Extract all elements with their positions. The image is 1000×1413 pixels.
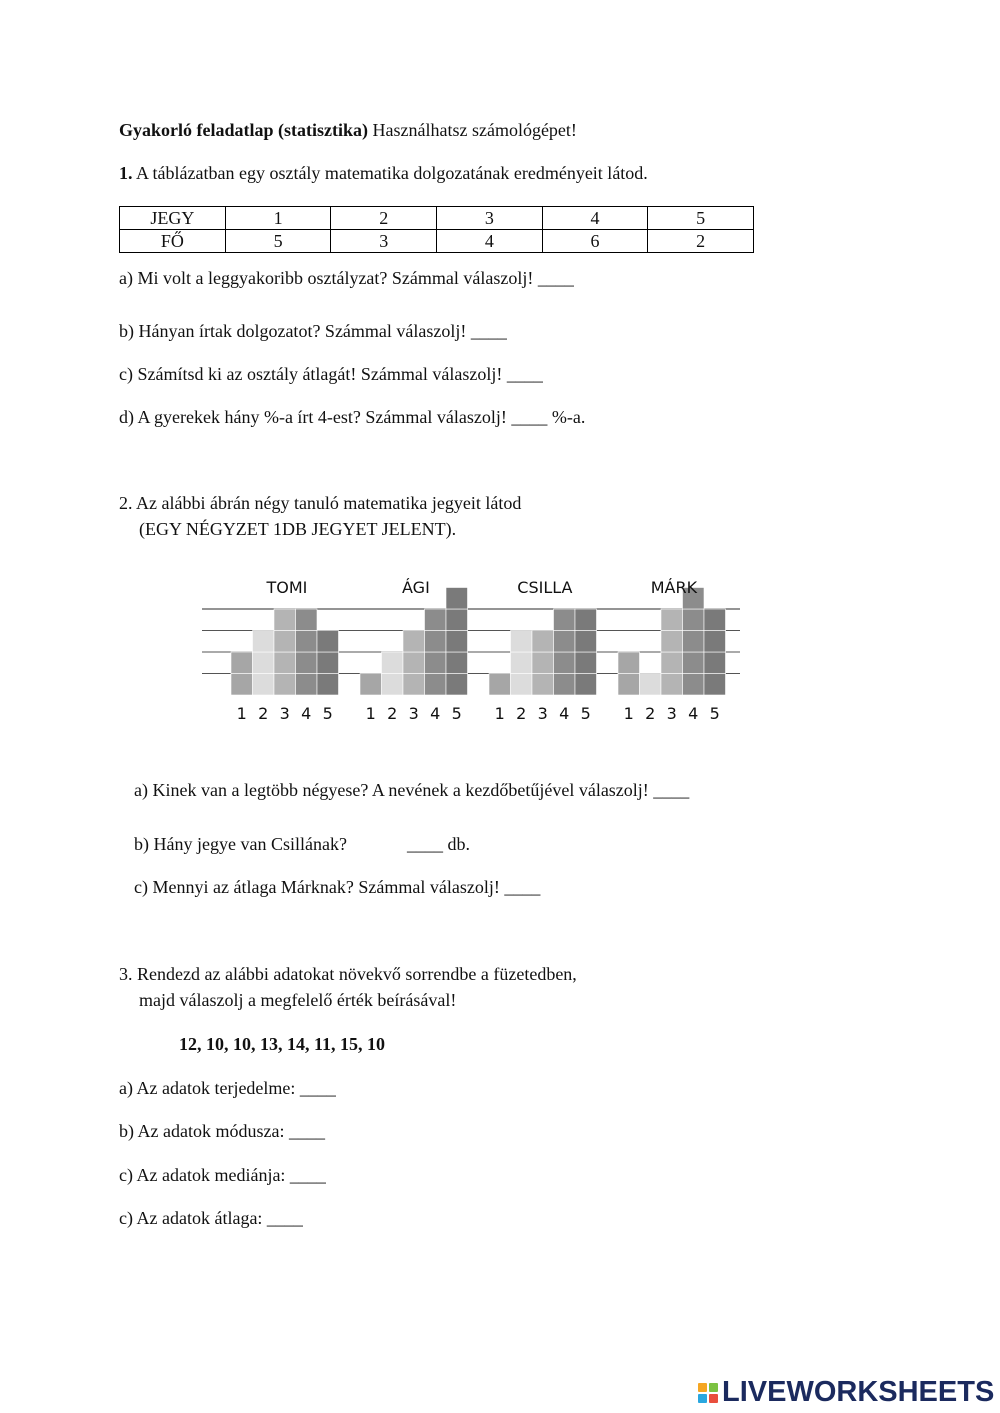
task1-number: 1. [119,163,133,183]
chart-tick-label: 4 [559,704,570,723]
chart-series-name: MÁRK [650,578,698,597]
chart-bar-block [446,631,468,653]
task2-heading-line1: 2. Az alábbi ábrán négy tanuló matematika jegyeit látod [119,493,522,513]
chart-bar-block [661,609,683,631]
task1-question-c[interactable]: c) Számítsd ki az osztály átlagát! Számmal válaszolj! ____ [119,364,543,384]
chart-tick-label: 1 [236,704,247,723]
chart-bar-block [296,652,318,674]
chart-tick-label: 3 [537,704,548,723]
chart-tick-label: 3 [279,704,290,723]
task1-text: A táblázatban egy osztály matematika dolgozatának eredményeit látod. [132,163,648,183]
chart-bar-block [704,631,726,653]
page-title [119,121,577,141]
chart-bar-block [683,631,705,653]
table-cell: 4 [542,207,648,230]
chart-bar-block [317,631,339,653]
table-cell: 4 [437,230,543,253]
chart-bar-block [274,652,296,674]
table-cell: 3 [331,230,437,253]
table-cell: FŐ [120,230,226,253]
chart-bar-block [661,631,683,653]
chart-bars [231,588,726,696]
chart-bar-block [253,652,275,674]
chart-bar-block [640,674,662,696]
chart-bar-block [425,652,447,674]
chart-bar-block [296,674,318,696]
chart-bar-block [253,674,275,696]
task3-question-b[interactable]: b) Az adatok módusza: ____ [119,1121,325,1141]
task1-question-a[interactable]: a) Mi volt a leggyakoribb osztályzat? Számmal válaszolj! ____ [119,268,574,288]
chart-tick-label: 4 [301,704,312,723]
table-row-fo [120,230,754,253]
chart-tick-label: 2 [387,704,398,723]
chart-tick-label: 5 [709,704,720,723]
chart-series-name: TOMI [266,578,308,597]
chart-bar-block [446,609,468,631]
chart-bar-block [274,631,296,653]
chart-bar-block [446,652,468,674]
chart-bar-block [532,674,554,696]
chart-bar-block [683,609,705,631]
chart-bar-block [683,674,705,696]
task2-question-b [134,834,470,855]
chart-bar-block [231,674,253,696]
chart-bar-block [554,609,576,631]
chart-bar-block [704,609,726,631]
chart-tick-label: 2 [516,704,527,723]
chart-bar-block [683,652,705,674]
chart-bar-block [360,674,382,696]
chart-tick-label: 5 [580,704,591,723]
task3-data: 12, 10, 10, 13, 14, 11, 15, 10 [179,1034,386,1054]
chart-bar-block [532,631,554,653]
chart-bar-block [661,652,683,674]
chart-tick-label: 1 [365,704,376,723]
task3-question-d[interactable]: c) Az adatok átlaga: ____ [119,1208,303,1228]
chart-bar-block [704,652,726,674]
chart-bar-block [446,588,468,610]
chart-bar-block [425,631,447,653]
task1-heading [119,164,648,184]
chart-bar-block [382,652,404,674]
task2-heading-line2: (EGY NÉGYZET 1DB JEGYET JELENT). [139,519,457,539]
chart-bar-block [317,674,339,696]
chart-bar-block [317,652,339,674]
chart-bar-block [511,674,533,696]
chart-tick-label: 1 [494,704,505,723]
task3-question-a[interactable]: a) Az adatok terjedelme: ____ [119,1078,336,1098]
logo-text: LIVEWORKSHEETS [722,1376,995,1408]
chart-bar-block [704,674,726,696]
grades-chart [200,572,760,732]
chart-bar-block [489,674,511,696]
chart-series-name: CSILLA [517,578,573,597]
chart-bar-block [554,631,576,653]
table-cell: JEGY [120,207,226,230]
chart-tick-label: 3 [408,704,419,723]
chart-tick-label: 5 [451,704,462,723]
chart-bar-block [231,652,253,674]
table-cell: 3 [437,207,543,230]
task1-question-b[interactable]: b) Hányan írtak dolgozatot? Számmal válaszolj! ____ [119,321,507,341]
logo-icon [698,1383,718,1403]
chart-bar-block [274,609,296,631]
task2-question-b-text: b) Hány jegye van Csillának? [134,834,347,854]
page-title-rest: Használhatsz számológépet! [368,120,577,140]
chart-series-name: ÁGI [402,578,430,597]
table-cell: 1 [225,207,331,230]
task2-question-b-blank[interactable]: ____ db. [407,834,470,854]
task2-question-a[interactable]: a) Kinek van a legtöbb négyese? A nevének a kezdőbetűjével válaszolj! ____ [134,780,690,800]
chart-bar-block [403,674,425,696]
table-row-jegy [120,207,754,230]
chart-tick-label: 5 [322,704,333,723]
table-cell: 2 [648,230,754,253]
chart-bar-block [403,652,425,674]
task3-heading-line1: 3. Rendezd az alábbi adatokat növekvő sorrendbe a füzetedben, [119,964,577,984]
liveworksheets-logo [698,1376,994,1409]
chart-bar-block [425,674,447,696]
table-cell: 5 [648,207,754,230]
chart-bar-block [382,674,404,696]
task3-heading-line2: majd válaszolj a megfelelő érték beírásával! [139,990,457,1010]
chart-bar-block [575,609,597,631]
chart-tick-label: 4 [430,704,441,723]
table-cell: 6 [542,230,648,253]
chart-bar-block [554,652,576,674]
chart-bar-block [511,631,533,653]
chart-bar-block [661,674,683,696]
chart-tick-label: 2 [258,704,269,723]
chart-bar-block [403,631,425,653]
chart-tick-label: 4 [688,704,699,723]
task3-question-c[interactable]: c) Az adatok mediánja: ____ [119,1165,326,1185]
chart-bar-block [446,674,468,696]
chart-bar-block [296,631,318,653]
chart-bar-block [618,652,640,674]
chart-tick-label: 1 [623,704,634,723]
chart-bar-block [274,674,296,696]
chart-bar-block [618,674,640,696]
chart-bar-block [425,609,447,631]
chart-bar-block [554,674,576,696]
chart-tick-label: 3 [666,704,677,723]
task2-question-c[interactable]: c) Mennyi az átlaga Márknak? Számmal válaszolj! ____ [134,877,541,897]
page-title-bold: Gyakorló feladatlap (statisztika) [119,120,368,140]
chart-bar-block [532,652,554,674]
task1-question-d[interactable]: d) A gyerekek hány %-a írt 4-est? Számmal válaszolj! ____ %-a. [119,407,586,427]
grades-table [119,206,754,253]
table-cell: 2 [331,207,437,230]
chart-bar-block [575,652,597,674]
chart-tick-label: 2 [645,704,656,723]
chart-bar-block [575,631,597,653]
chart-bar-block [296,609,318,631]
table-cell: 5 [225,230,331,253]
chart-bar-block [575,674,597,696]
chart-bar-block [511,652,533,674]
chart-bar-block [253,631,275,653]
